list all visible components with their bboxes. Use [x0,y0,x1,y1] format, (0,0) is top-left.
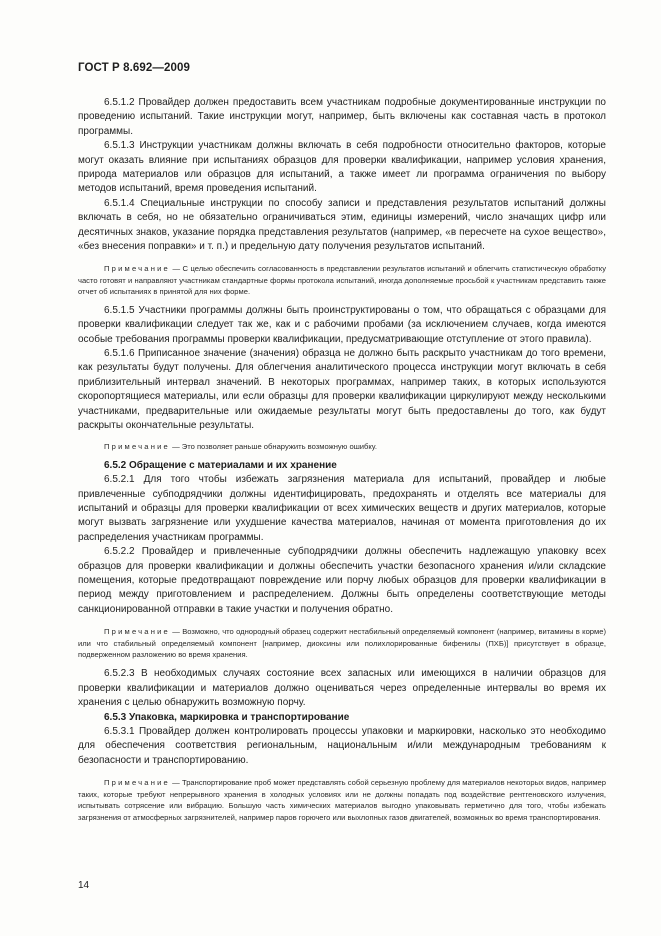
note-unstable-component [78,626,606,660]
note-text: — С целью обеспечить согласованность в представлении результатов испытаний и облегчить статистическую обработку часто готовят и направляют участникам стандартные формы протокола испытаний, иногда дополняемые просьбой к участникам представить также отчет об испытаниях в принятой для них форме. [78,264,606,297]
document-body [78,96,606,823]
note-results-format [78,263,606,297]
note-transportation [78,777,606,823]
note-label: Примечание [104,778,170,788]
clause-6-5-1-2: 6.5.1.2 Провайдер должен предоставить всем участникам подробные документированные инструкции по проведению испытаний. Такие инструкции могут, например, быть включены как составная часть в протокол программы. [78,97,606,137]
note-label: Примечание [104,264,170,274]
note-text: — Возможно, что однородный образец содержит нестабильный определяемый компонент (например, витамины в корме) или что стабильный определяемый компонент [например, диоксины или полихлорированные бифенилы (ПХБ)] присутствует в образце, подверженном разложению во время хранения. [78,627,606,660]
note-text: — Это позволяет раньше обнаружить возможную ошибку. [169,442,377,452]
page-header: ГОСТ Р 8.692—2009 [78,62,190,74]
section-heading-6-5-2: 6.5.2 Обращение с материалами и их хранение [104,459,337,471]
clause-6-5-2-2: 6.5.2.2 Провайдер и привлеченные субподрядчики должны обеспечить надлежащую упаковку всех образцов для проверки квалификации и должны обеспечить участки безопасного хранения и/или складские помещения, которые предотвращают повреждение или порчу любых образцов для проверки квалификации в период между приготовлением и распределением. Должны быть определены соответствующие методы санкционированной отправки в такие участки и получения обратно. [78,546,606,615]
clause-6-5-3-1: 6.5.3.1 Провайдер должен контролировать процессы упаковки и маркировки, насколько это необходимо для обеспечения соответствия региональным, национальным и/или международным требованиям к безопасности и транспортированию. [78,726,606,766]
note-label: Примечание [104,442,170,452]
clause-6-5-1-6: 6.5.1.6 Приписанное значение (значения) образца не должно быть раскрыто участникам до того времени, как результаты будут получены. Для облегчения аналитического процесса инструкции могут включать в себя приблизительный интервал значений. В некоторых программах, например таких, в которых используются скоропортящиеся материалы, или если образцы для проверки квалификации циркулируют между несколькими участниками, предварительные или ожидаемые результаты могут быть предоставлены до того, как будут раскрыты окончательные результаты. [78,347,606,431]
clause-6-5-1-3: 6.5.1.3 Инструкции участникам должны включать в себя подробности относительно факторов, которые могут оказать влияние при испытаниях образцов для проверки квалификации, например условия хранения, природа материалов или образцов для испытаний, а также имеет ли программа ограничения по выбору методов испытаний, время проведения испытаний. [78,140,606,195]
clause-6-5-1-5: 6.5.1.5 Участники программы должны быть проинструктированы о том, что обращаться с образцами для проверки квалификации следует так же, как и с рабочими пробами (за исключением случаев, когда имеются особые требования программы проверки квалификации, предусматривающие отступление от этого правила). [78,304,606,345]
note-label: Примечание [104,627,170,637]
note-text: — Транспортирование проб может представлять собой серьезную проблему для материалов некоторых видов, например таких, которые требуют непрерывного хранения в холодных условиях или не должны попадать под воздействие рентгеновского излучения, испытывать сотрясение или вибрацию. Большую часть химических материалов выгодно упаковывать герметично для того, чтобы избежать загрязнения от атмосферных загрязнителей, например паров горючего или выхлопных газов двигателей, возможных во время транспортирования. [78,778,606,822]
clause-6-5-1-4: 6.5.1.4 Специальные инструкции по способу записи и представления результатов испытаний должны включать в себя, но не обязательно ограничиваться этим, единицы измерений, число значащих цифр или десятичных знаков, указание порядка представления результатов (например, «в пересчете на сухое вещество», «без внесения поправки» и т. п.) и предельную дату получения результатов испытаний. [78,197,606,253]
clause-6-5-2-1: 6.5.2.1 Для того чтобы избежать загрязнения материала для испытаний, провайдер и любые привлеченные субподрядчики должны идентифицировать, предохранять и отделять все материалы для испытаний и образцы для проверки квалификации от всех химических веществ и других материалов, которые могут вызвать загрязнение или ухудшение качества материалов, начиная от момента приготовления до их распределения участникам программы. [78,474,606,543]
page-number: 14 [78,880,90,891]
section-heading-6-5-3: 6.5.3 Упаковка, маркировка и транспортирование [104,711,350,723]
note-early-error [78,441,606,452]
clause-6-5-2-3: 6.5.2.3 В необходимых случаях состояние всех запасных или имеющихся в наличии образцов для проверки квалификации и материалов должно оцениваться через определенные интервалы во время их хранения с целью обнаружить возможную порчу. [78,668,606,709]
